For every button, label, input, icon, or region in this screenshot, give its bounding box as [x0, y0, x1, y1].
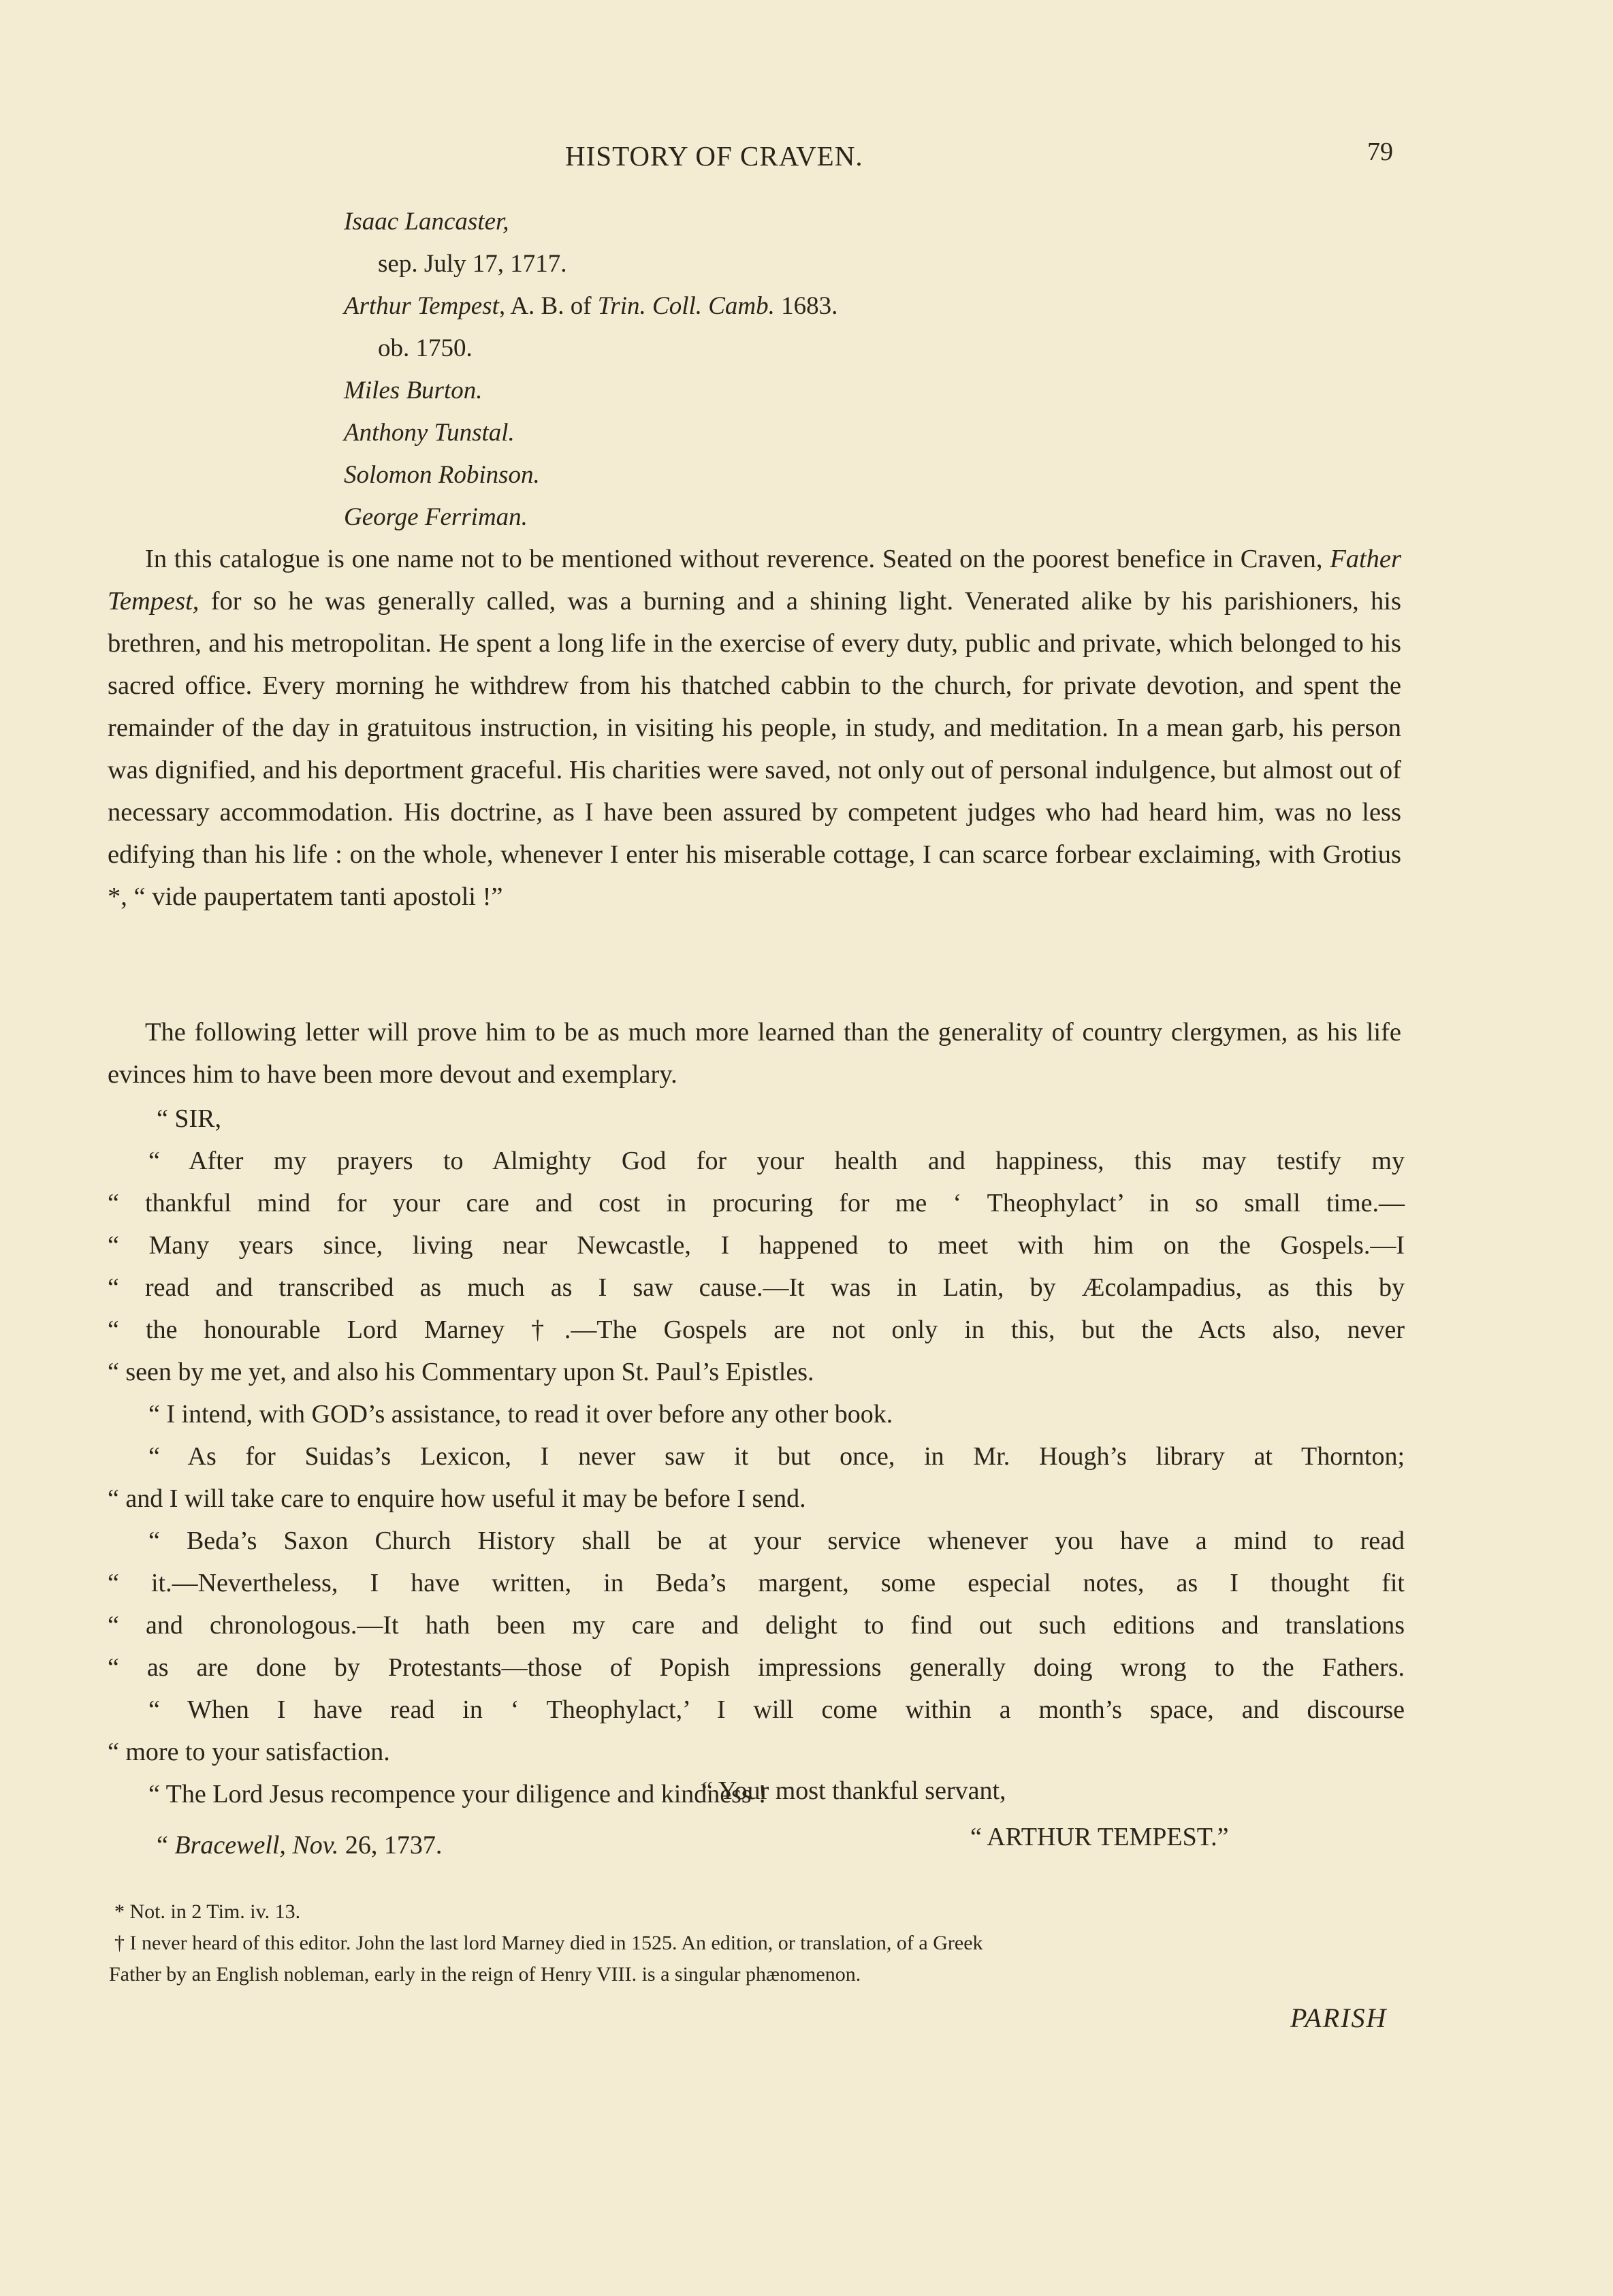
- list-item: Arthur Tempest, A. B. of Trin. Coll. Camb. 1683.: [344, 292, 838, 320]
- list-item: Miles Burton.: [344, 377, 483, 404]
- page-title: HISTORY OF CRAVEN.: [565, 140, 863, 172]
- letter-line: “ the honourable Lord Marney †.—The Gospels are not only in this, but the Acts also, never: [108, 1316, 1405, 1344]
- paragraph-tempest: In this catalogue is one name not to be mentioned without reverence. Seated on the poorest benefice in Craven, Father Tempest, for so he was generally called, was a burning and a shining light. Venerated alike by his parishioners, his brethren, and his metropolitan. He spent a long life in the exercise of every duty, public and private, which belonged to his sacred office. Every morning he withdrew from his thatched cabbin to the church, for private devotion, and spent the remainder of the day in gratuitous instruction, in visiting his people, in study, and meditation. In a mean garb, his person was dignified, and his deportment graceful. His charities were saved, not only out of personal indulgence, but almost out of necessary accommodation. His doctrine, as I have been assured by competent judges who had heard him, was no less edifying than his life : on the whole, whenever I enter his miserable cottage, I can scarce forbear exclaiming, with Grotius *, “ vide paupertatem tanti apostoli !”: [108, 545, 1401, 911]
- list-item-note: sep. July 17, 1717.: [378, 250, 567, 278]
- letter-line: “ When I have read in ‘ Theophylact,’ I will come within a month’s space, and discourse: [148, 1695, 1405, 1724]
- letter-line: “ as are done by Protestants—those of Popish impressions generally doing wrong to the Fathers.: [108, 1653, 1405, 1682]
- letter-line: “ As for Suidas’s Lexicon, I never saw it but once, in Mr. Hough’s library at Thornton;: [148, 1442, 1405, 1471]
- catchword: PARISH: [1290, 2003, 1388, 2033]
- list-item: Solomon Robinson.: [344, 461, 540, 489]
- page-number: 79: [1367, 138, 1393, 166]
- letter-salutation: “ SIR,: [157, 1104, 221, 1133]
- incumbents-list: [344, 201, 837, 539]
- footnotes: [109, 1896, 1403, 1990]
- letter-line: “ and chronologous.—It hath been my care and delight to find out such editions and translations: [108, 1611, 1405, 1640]
- letter-place-date: “ Bracewell, Nov. 26, 1737.: [157, 1831, 443, 1860]
- list-item-note: ob. 1750.: [378, 334, 473, 362]
- footnote: † I never heard of this editor. John the last lord Marney died in 1525. An edition, or translation, of a Greek: [114, 1932, 983, 1954]
- letter-line: “ I intend, with GOD’s assistance, to read it over before any other book.: [148, 1400, 893, 1429]
- letter-closing: “ Your most thankful servant,: [701, 1776, 1006, 1805]
- letter-line: “ Beda’s Saxon Church History shall be at your service whenever you have a mind to read: [148, 1527, 1405, 1555]
- list-item: George Ferriman.: [344, 503, 528, 531]
- letter-line: “ The Lord Jesus recompence your diligence and kindness !: [148, 1780, 767, 1808]
- letter-line: “ more to your satisfaction.: [108, 1738, 390, 1766]
- letter-line: “ Many years since, living near Newcastle, I happened to meet with him on the Gospels.—I: [108, 1231, 1405, 1260]
- letter-line: “ thankful mind for your care and cost in procuring for me ‘ Theophylact’ in so small time.—: [108, 1189, 1405, 1217]
- letter-line: “ read and transcribed as much as I saw cause.—It was in Latin, by Æcolampadius, as this by: [108, 1273, 1405, 1302]
- list-item: Anthony Tunstal.: [344, 419, 515, 447]
- letter: [108, 1098, 1405, 1815]
- letter-line: “ seen by me yet, and also his Commentary upon St. Paul’s Epistles.: [108, 1358, 814, 1386]
- letter-line: “ it.—Nevertheless, I have written, in Beda’s margent, some especial notes, as I thought fit: [108, 1569, 1405, 1597]
- footnote: * Not. in 2 Tim. iv. 13.: [114, 1900, 301, 1923]
- footnote: Father by an English nobleman, early in the reign of Henry VIII. is a singular phænomenon.: [109, 1963, 861, 1986]
- letter-line: “ and I will take care to enquire how useful it may be before I send.: [108, 1484, 806, 1513]
- list-item: Isaac Lancaster,: [344, 208, 509, 236]
- letter-signature: “ ARTHUR TEMPEST.”: [970, 1823, 1229, 1851]
- letter-line: “ After my prayers to Almighty God for your health and happiness, this may testify my: [148, 1147, 1405, 1175]
- paragraph-letter-intro: The following letter will prove him to be as much more learned than the generality of country clergymen, as his life evinces him to have been more devout and exemplary.: [108, 1018, 1401, 1089]
